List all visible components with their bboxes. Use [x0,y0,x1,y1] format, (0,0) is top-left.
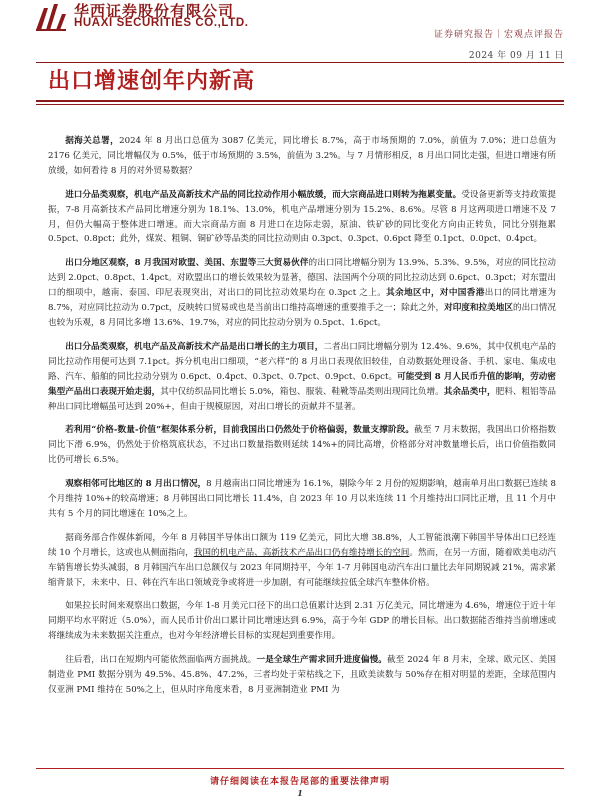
text-run: 如果拉长时间来观察出口数据，今年 1-8 月美元口径下的出口总值累计达到 2.31 万亿美元，同比增速为 4.6%，增速位于近十年同期平均水平附近（5.0%），而人民币计价出口累计同比增速达到 6.9%，高于今年 GDP 的增长目标。出口数据能否维持当前增速或将继续成为未来数据关注重点，也对今年经济增长目标的实现起到重要作用。 [48,601,556,642]
body-paragraph [48,256,556,331]
text-run: 截至 2024 年 8 月末，全球、欧元区、美国制造业 PMI 数据分别为 49.5%、45.8%、47.2%，三者均处于荣枯线之下，且欧美读数与 50%存在相对明显的差距，全球范围内仅亚洲 PMI 维持在 50%之上，但从时序角度来看，8 月亚洲制造业 PMI 为 [48,655,556,695]
bold-text-run: 若利用“价格-数量-价值”框架体系分析，目前我国出口仍然处于价格偏弱，数量支撑阶段。 [65,425,415,436]
underlined-text-run: 我国的机电产品、高新技术产品出口仍有维持增长的空间 [193,547,410,558]
bold-text-run: 进口分品类观察，机电产品及高新技术产品的同比拉动作用小幅放缓，而大宗商品进口则转为拖累变量。 [65,189,462,200]
bold-text-run: 可能受到 8 月人民币升值的影响，劳动密集型产品出口表现开始走弱， [48,371,556,397]
bold-text-run: 观察相邻可比地区的 8 月出口情况， [65,479,207,490]
title-divider-thin [36,104,564,105]
bold-text-run: 据海关总署， [65,136,120,146]
text-run: 肥料、粗铝等品种出口同比增幅虽可达到 20%+，但由于规模原因，对出口增长的贡献并不显著。 [48,386,556,412]
text-run: 8 月越南出口同比增速为 16.1%，剔除今年 2 月份的短期影响，越南单月出口数据已连续 8 个月维持 10%+的较高增速；8 月韩国出口同比增长 11.4%，自 2023 年 10 月以来连续 11 个月维持出口同比正增，且 11 个月中共有 5 个月的同比增速在 10%之上。 [48,479,556,519]
text-run: 截至 7 月末数据，我国出口价格指数同比下滑 6.9%，仍然处于价格筑底状态，不过出口数量指数则延续 14%+的同比高增，价格部分对冲数量增长后，出口价值指数同比仍可增长 6.5%。 [48,425,556,466]
text-run: 其中仅纺织品同比增长 5.0%，箱包、服装、鞋靴等品类则出现同比负增。 [160,386,444,397]
text-run: 的出口同比增幅分别为 13.9%、5.3%、9.5%，对应的同比拉动达到 2.0pct、0.8pct、1.4pct。对欧盟出口的增长效果较为显著，德国、法国两个分项的同比拉动达到 0.6pct、0.3pct；对东盟出口的细项中，越南、泰国、印尼表现突出，对出口的同比拉动效果均在 0.3pct 之上。 [48,258,556,299]
bold-text-run: 出口分品类观察，机电产品及高新技术产品是出口增长的主力项目， [65,341,324,352]
legal-disclaimer-notice: 请仔细阅读在本报告尾部的重要法律声明 [209,777,390,787]
text-run: 出口的同比增速为 8.7%，对应同比拉动为 0.7pct，反映转口贸易或也是当前出口维持高增速的重要推手之一；除此之外， [48,288,556,314]
bold-text-run: 出口分地区观察，8 月我国对欧盟、美国、东盟等三大贸易伙伴 [65,258,309,269]
title-divider-thick [36,100,564,102]
huaxi-logo-icon [34,2,68,32]
text-run: 据商务部合作媒体新闻，今年 8 月韩国半导体出口额为 119 亿美元，同比大增 38.8%，人工智能浪潮下韩国半导体出口已经连续 10 个月增长，这或也从侧面指向， [48,532,556,558]
text-run: 的出口情况也较为乐观，8 月同比多增 13.6%、19.7%，对应的同比拉动分别为 0.5pct、1.6pct。 [48,303,556,328]
body-paragraph [48,188,556,248]
page-number: 1 [297,788,303,798]
body-paragraph [48,653,556,698]
text-run: 往后看，出口在短期内可能依然面临两方面挑战。 [65,655,257,666]
body-paragraph [48,134,556,179]
bold-text-run: 其余地区中，对中国香港 [386,288,485,299]
text-run: 二者出口同比增幅分别为 12.4%、9.6%，其中仅机电产品的同比拉动作用便可达到 7.1pct。拆分机电出口细项，“老六样”的 8 月出口表现依旧较佳，自动数据处理设备、手机、家电、集成电路、汽车、船舶的同比拉动分别为 0.6pct、0.4pct、0.3pct、0.7pct、0.9pct、0.6pct。 [48,341,556,382]
report-body [48,134,556,707]
footer-divider [36,768,564,769]
bold-text-run: 其余品类中， [443,386,496,397]
body-paragraph [48,531,556,591]
bold-text-run: 一是全球生产需求回升进度偏慢。 [256,655,387,666]
body-paragraph [48,599,556,644]
body-paragraph [48,340,556,415]
text-run: 2024 年 8 月出口总值为 3087 亿美元，同比增长 8.7%，高于市场预期的 7.0%，前值为 7.0%；进口总值为 2176 亿美元，同比增幅仅为 0.5%，低于市场预期的 3.5%，前值为 3.2%。与 7 月情形相反，8 月出口同比走强，但进口增速有所放缓，如何看待 8 月的对外贸易数据？ [48,136,556,176]
company-name-en: HUAXI SECURITIES CO.,LTD. [74,17,249,29]
body-paragraph [48,423,556,468]
report-type: 证券研究报告｜宏观点评报告 [433,30,564,40]
report-date: 2024 年 09 月 11 日 [468,51,564,61]
company-name-cn: 华西证券股份有限公司 [74,2,235,20]
body-paragraph [48,477,556,522]
bold-text-run: 对印度和拉美地区 [444,303,513,314]
header-divider [36,62,564,63]
text-run: 。然而，在另一方面，随着欧美电动汽车销售增长势头减弱，8 月韩国汽车出口总额仅与 2023 年同期持平，今年 1-7 月韩国电动汽车出口量比去年同期锐减 21%，需求紧缩背景下，未来中、日、韩在汽车出口领域竞争或将进一步加剧，有可能继续拉低全球汽车整体价格。 [48,547,556,588]
report-title: 出口增速创年内新高 [48,69,256,94]
text-run: 受设备更新等支持政策提振，7-8 月高新技术产品同比增速分别为 18.1%、13.0%，机电产品增速分别为 15.2%、8.6%。尽管 8 月这两项进口增速不及 7 月，但仍大幅高于整体进口增速。而大宗商品方面 8 月进口在边际走弱，原油、铁矿砂的同比变化方向由正转负，同比分别拖累 0.5pct、0.8pct；此外，煤炭、粗铜、铜矿砂等品类的同比拉动则由 0.3pct、0.3pct、0.6pct 降至 0.1pct、0.0pct、0.4pct。 [48,189,556,245]
